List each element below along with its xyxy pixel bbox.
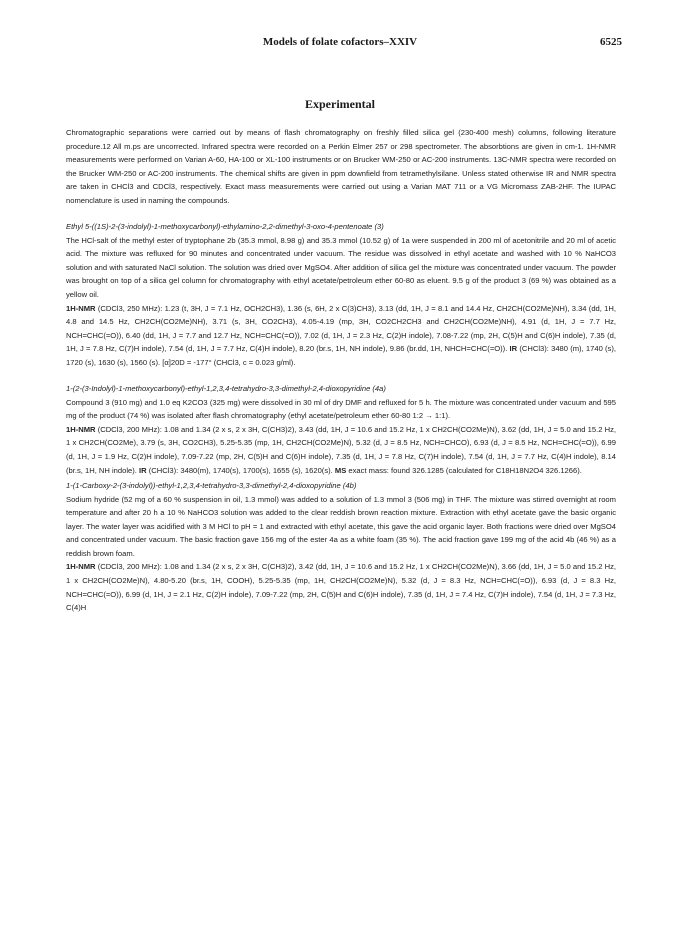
ms-label: MS <box>334 465 347 475</box>
experimental-body <box>66 126 616 615</box>
compound-3-ir: (CHCl3): 3480 (m), 1740 (s), 1720 (s), 1630 (s), 1560 (s). [α]20D = -177° (CHCl3, c = 0.023 g/ml). <box>66 344 616 367</box>
compound-4a-procedure: Compound 3 (910 mg) and 1.0 eq K2CO3 (325 mg) were dissolved in 30 ml of dry DMF and refluxed for 5 h. The mixture was concentrated under vacuum and 595 mg of the product (74 %) was isolated after flash chromatography (ethyl acetate/petroleum ether 60-80 1:2 → 1:1). <box>66 397 616 421</box>
page-number: 6525 <box>600 36 622 48</box>
compound-4a-title: 1-(2-(3-Indolyl)-1-methoxycarbonyl)-ethyl-1,2,3,4-tetrahydro-3,3-dimethyl-2,4-dioxopyridine (4a) <box>66 384 386 394</box>
compound-4a-nmr: (CDCl3, 200 MHz): 1.08 and 1.34 (2 x s, 2 x 3H, C(CH3)2), 3.43 (dd, 1H, J = 10.6 and 15.2 Hz, 1 x CH2CH(CO2Me)N), 3.62 (dd, 1H, J = 5.0 and 15.2 Hz, 1 x CH2CH(CO2Me), 3.79 (s, 3H, CO2CH3), 5.25-5.35 (mp, 1H, CH2CH(CO2Me)N), 5.32 (d, J = 8.5 Hz, NCH=CHCO), 6.93 (d, J = 8.5 Hz, NCH=CHC(=O)), 6.99 (d, 1H, J = 1.9 Hz, C(2)H indole), 7.09-7.22 (mp, 2H, C(5)H and C(6)H indole), 7.35 (d, 1H, J = 7.8 Hz, C(7)H indole), 7.54 (d, 1H, J = 7.7 Hz, C(4)H indole), 8.14 (br.s, 1H, NH indole). <box>66 424 616 475</box>
section-title: Experimental <box>305 97 375 111</box>
compound-4b-title: 1-(1-Carboxy-2-(3-indolyl))-ethyl-1,2,3,4-tetrahydro-3,3-dimethyl-2,4-dioxopyridine (4b) <box>66 481 357 491</box>
ir-label: IR <box>139 465 147 475</box>
compound-4b-nmr: (CDCl3, 200 MHz): 1.08 and 1.34 (2 x s, 2 x 3H, C(CH3)2), 3.42 (dd, 1H, J = 10.6 and 15.2 Hz, 1 x CH2CH(CO2Me)N), 3.66 (dd, 1H, J = 5.0 and 15.2 Hz, 1 x CH2CH(CO2Me)N), 4.80-5.20 (br.s, 1H, COOH), 5.25-5.35 (mp, 1H, CH2CH(CO2Me)N), 5.32 (d, J = 8.3 Hz, NCH=CHC(=O)), 6.93 (d, J = 8.3 Hz, NCH=CHC(=O)), 6.99 (d, 1H, J = 2.1 Hz, C(2)H indole), 7.09-7.22 (mp, 2H, C(5)H and C(6)H indole), 7.35 (d, 1H, J = 7.4 Hz, C(7)H indole), 7.54 (d, 1H, J = 7.3 Hz, C(4)H <box>66 562 616 613</box>
ir-label: IR <box>509 344 518 354</box>
nmr-label: 1H-NMR <box>66 424 96 434</box>
compound-4a-ms: exact mass: found 326.1285 (calculated for C18H18N2O4 326.1266). <box>348 465 582 475</box>
paragraph-gap <box>66 369 616 382</box>
compound-3-procedure: The HCl-salt of the methyl ester of tryptophane 2b (35.3 mmol, 8.98 g) and 35.3 mmol (10.52 g) of 1a were suspended in 200 ml of acetonitrile and 20 ml of acetic acid. The mixture was refluxed for 90 minutes and concentrated under vacuum. The residue was dissolved in ethyl acetate and washed with 10 % NaHCO3 solution and with saturated NaCl solution. The solution was dried over MgSO4. After addition of silica gel the mixture was concentrated under vacuum. The powder was brought on top of a silica gel column for chromatography with ethyl acetate/petroleum ether 60-80 as eluent. 9.5 g of the product 3 (69 %) was obtained as a yellow oil. <box>66 235 616 300</box>
compound-4a-ir: (CHCl3): 3480(m), 1740(s), 1700(s), 1655 (s), 1620(s). <box>148 465 333 475</box>
compound-4b-procedure: Sodium hydride (52 mg of a 60 % suspension in oil, 1.3 mmol) was added to a solution of 1.3 mmol 3 (506 mg) in THF. The mixture was stirred overnight at room temperature and after 20 h a 10 % NaHCO3 solution was added to the clear reddish brown reaction mixture. Extraction with ethyl acetate gave the basic organic layer. The water layer was acidified with 3 M HCl to pH = 1 and extracted with ethyl acetate, this gave the acid organic layer. Both fractions were dried over MgSO4 and concentrated under vacuum. The basic fraction gave 156 mg of the ester 4a as a white foam (35 %). The acid fraction gave 199 mg of the acid 4b (46 %) as a reddish brown foam. <box>66 494 616 558</box>
nmr-label: 1H-NMR <box>66 562 96 572</box>
compound-3-data <box>66 302 616 370</box>
compound-3-nmr: (CDCl3, 250 MHz): 1.23 (t, 3H, J = 7.1 Hz, OCH2CH3), 1.36 (s, 6H, 2 x C(3)CH3), 3.13 (dd, 1H, J = 8.1 and 14.4 Hz, CH2CH(CO2Me)NH), 3.34 (dd, 1H, 4.8 and 14.5 Hz, CH2CH(CO2Me)NH), 3.71 (s, 3H, CO2CH3), 4.05-4.19 (mp, 3H, CO2CH2CH3 and CH2CH(CO2Me)NH), 4.91 (d, 1H, J = 7.7 Hz, NCH=CHC(=O)), 6.40 (dd, 1H, J = 7.7 and 12.7 Hz, NCH=CHC(=O)), 7.02 (d, 1H, J = 2.3 Hz, C(2)H indole), 7.08-7.22 (mp, 2H, C(5)H and C(6)H indole), 7.35 (d, 1H, J = 7.8 Hz, C(7)H indole), 7.54 (d, 1H, J = 7.7 Hz, C(4)H indole), 8.20 (br.s, 1H, NH indole), 9.86 (br.dd, 1H, NHCH=CHC(=O)). <box>66 303 616 354</box>
nmr-label: 1H-NMR <box>66 303 96 313</box>
running-title: Models of folate cofactors–XXIV <box>262 36 418 48</box>
general-methods-paragraph: Chromatographic separations were carried out by means of flash chromatography on freshly filled silica gel (230-400 mesh) columns, following literature procedure.12 All m.ps are uncorrected. Infrared spectra were recorded on a Perkin Elmer 257 or 298 spectrometer. The absorbtions are given in cm-1. 1H-NMR measurements were performed on Varian A-60, HA-100 or XL-100 instruments or on Brucker WM-250 or AC-200 instruments. 13C-NMR spectra were recorded on the Brucker WM-250 or AC-200 instruments. The chemical shifts are given in ppm downfield from tetramethylsilane. Unless stated otherwise IR and NMR spectra are taken in CHCl3 and CDCl3, respectively. Exact mass measurements were carried out using a Varian MAT 711 or a VG Micromass ZAB-2HF. The IUPAC nomenclature is used in naming the compounds. <box>66 128 616 205</box>
compound-4a-data <box>66 423 616 477</box>
compound-3-title: Ethyl 5-((1S)-2-(3-indolyl)-1-methoxycarbonyl)-ethylamino-2,2-dimethyl-3-oxo-4-pentenoate (3) <box>66 222 384 232</box>
paragraph-gap <box>66 207 616 220</box>
running-head <box>0 36 680 54</box>
compound-4b-data <box>66 560 616 614</box>
